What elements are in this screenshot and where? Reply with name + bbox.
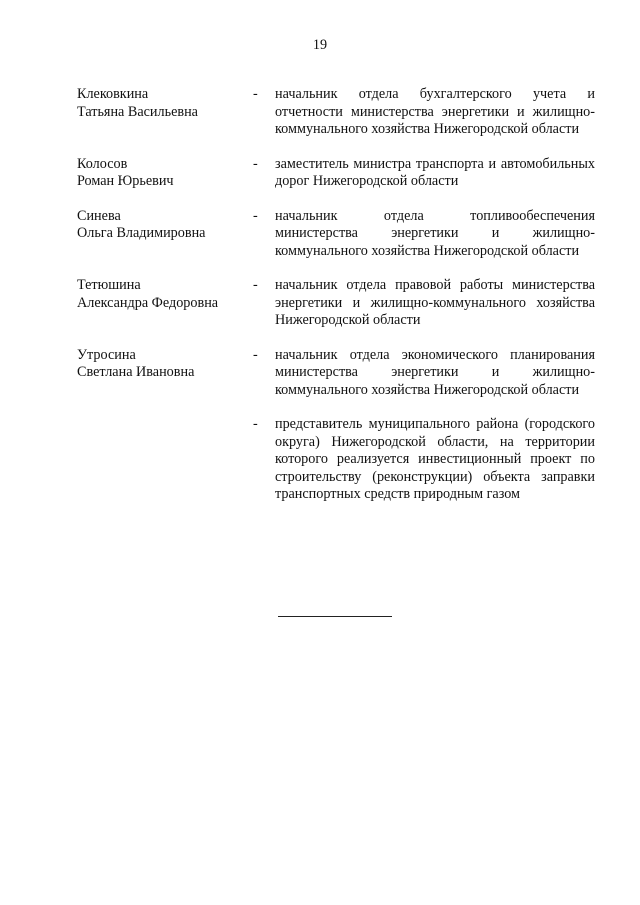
- dash-separator: -: [253, 416, 258, 432]
- member-surname: Тетюшина: [77, 277, 141, 293]
- member-role: начальник отдела экономического планирования министерства энергетики и жилищно-коммунального хозяйства Нижегородской области: [275, 346, 595, 398]
- member-name: [77, 156, 247, 191]
- member-list: [0, 86, 640, 504]
- member-surname: Колосов: [77, 155, 128, 172]
- member-given-names: Роман Юрьевич: [77, 173, 174, 189]
- member-entry: [0, 347, 640, 400]
- member-entry: [0, 156, 640, 191]
- member-given-names: Татьяна Васильевна: [77, 103, 198, 120]
- end-divider: [278, 616, 392, 617]
- member-name: [77, 347, 247, 382]
- member-surname: Клековкина: [77, 86, 149, 102]
- member-entry: [0, 416, 640, 504]
- member-role: начальник отдела топливообеспечения министерства энергетики и жилищно-коммунального хозяйства Нижегородской области: [275, 207, 595, 259]
- member-entry: [0, 208, 640, 261]
- member-given-names: Ольга Владимировна: [77, 225, 206, 241]
- page-number: 19: [312, 37, 328, 53]
- member-surname: Синева: [77, 207, 121, 224]
- dash-separator: -: [253, 207, 258, 224]
- dash-separator: -: [253, 86, 258, 102]
- member-surname: Утросина: [77, 346, 136, 363]
- member-name: [77, 86, 247, 121]
- member-role: представитель муниципального района (городского округа) Нижегородской области, на территории которого реализуется инвестиционный проект по строительству (реконструкции) объекта заправки транспортных средств природным газом: [275, 416, 595, 502]
- member-role: начальник отдела правовой работы министерства энергетики и жилищно-коммунального хозяйства Нижегородской области: [275, 277, 595, 328]
- member-given-names: Светлана Ивановна: [77, 364, 195, 380]
- member-entry: [0, 277, 640, 330]
- member-role: начальник отдела бухгалтерского учета и отчетности министерства энергетики и жилищно-коммунального хозяйства Нижегородской области: [275, 86, 595, 137]
- dash-separator: -: [253, 155, 258, 172]
- dash-separator: -: [253, 346, 258, 363]
- member-name: [77, 277, 247, 312]
- member-name: [77, 208, 247, 243]
- member-entry: [0, 86, 640, 139]
- member-role: заместитель министра транспорта и автомобильных дорог Нижегородской области: [275, 155, 595, 189]
- member-given-names: Александра Федоровна: [77, 294, 219, 311]
- dash-separator: -: [253, 277, 258, 293]
